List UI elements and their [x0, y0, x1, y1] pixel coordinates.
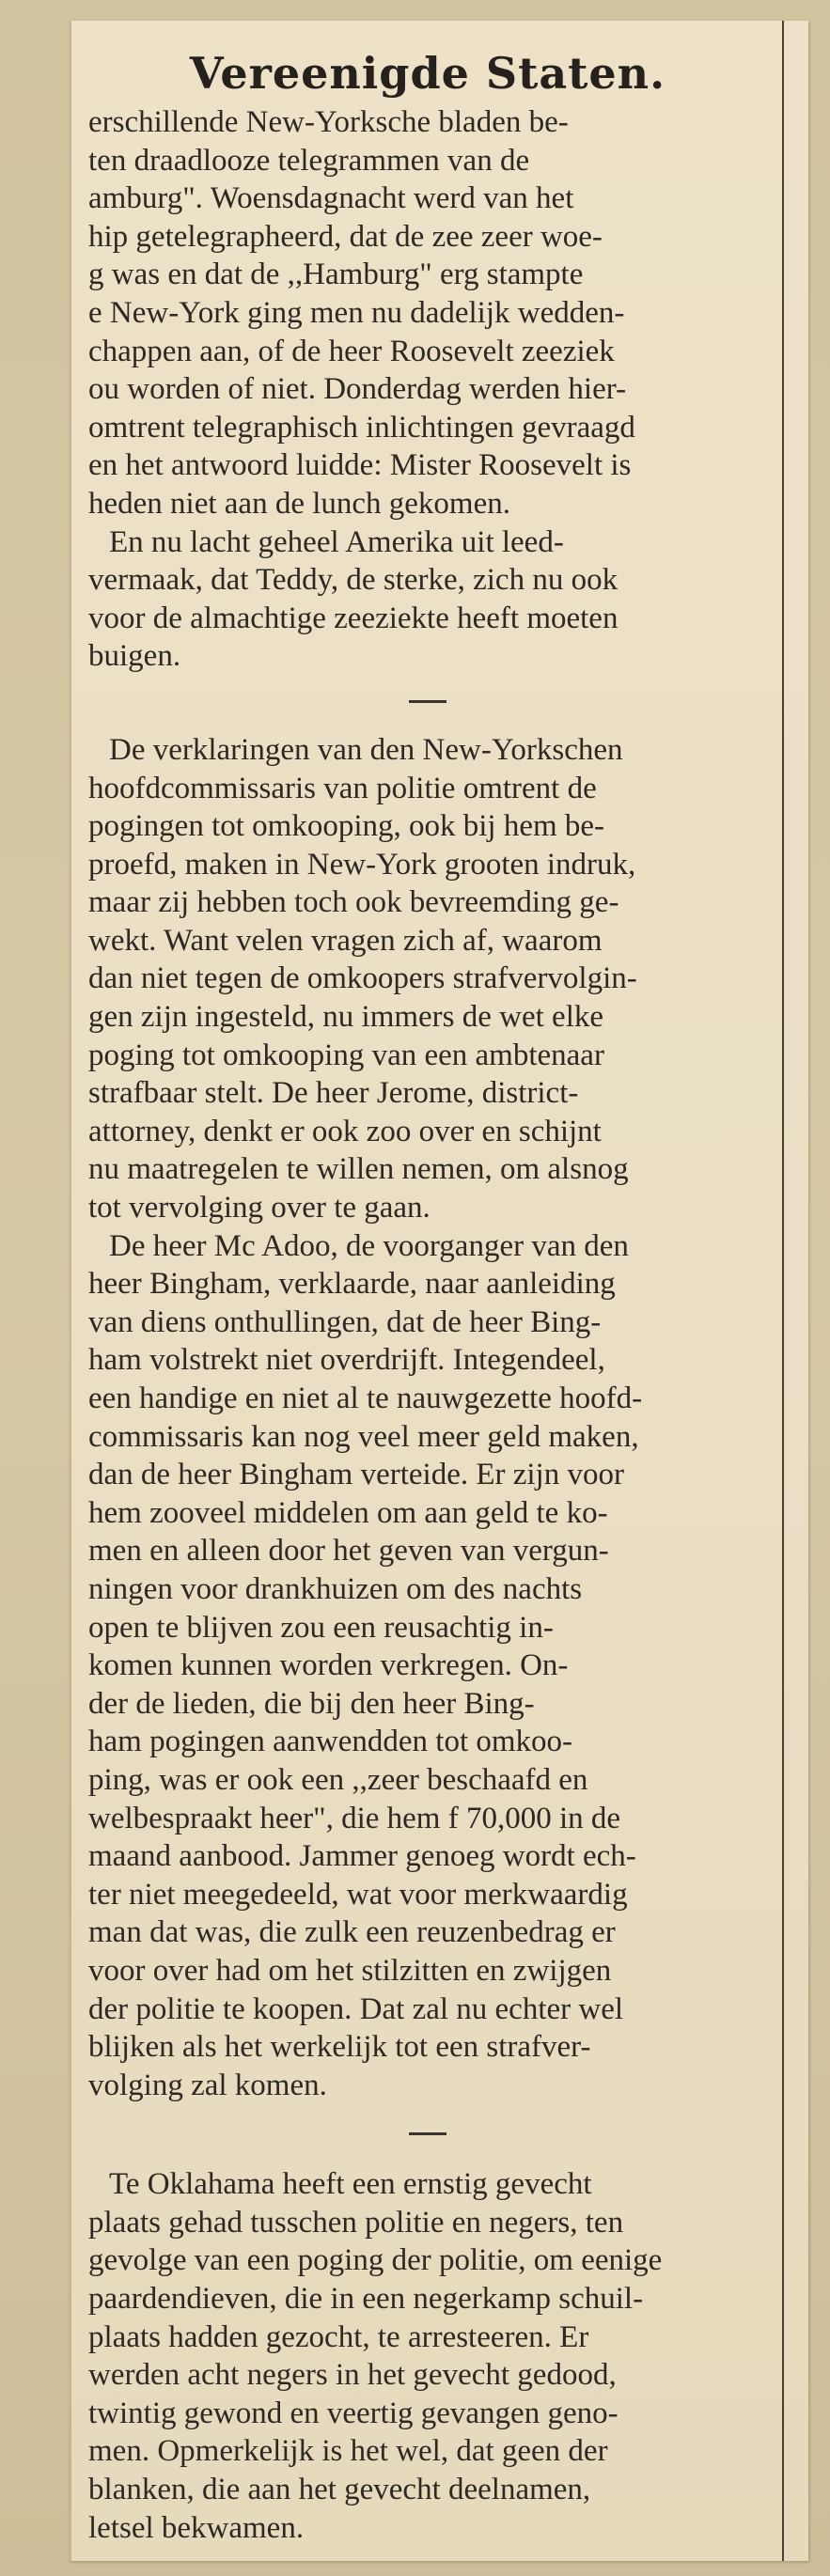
- text-line: der de lieden, die bij den heer Bing-: [88, 1686, 535, 1721]
- text-line: g was en dat de ,,Hamburg" erg stampte: [88, 258, 584, 292]
- column-rule: [782, 21, 784, 2561]
- text-line: blanken, die aan het gevecht deelnamen,: [88, 2473, 591, 2507]
- text-line: tot vervolging over te gaan.: [88, 1191, 431, 1226]
- text-line: e New-York ging men nu dadelijk wedden-: [88, 295, 625, 330]
- text-line: ham pogingen aanwendden tot omkoo-: [88, 1725, 573, 1759]
- text-line: hip getelegrapheerd, dat de zee zeer woe-: [88, 219, 603, 254]
- section-oklahoma: [88, 2165, 767, 2547]
- text-line: erschillende New-Yorksche bladen be-: [88, 105, 569, 139]
- text-line: man dat was, die zulk een reuzenbedrag er: [88, 1915, 616, 1950]
- newspaper-clipping: [70, 21, 808, 2561]
- text-line: voor over had om het stilzitten en zwijgen: [88, 1953, 612, 1988]
- article-title: Vereenigde Staten.: [189, 48, 666, 99]
- text-line: blijken als het werkelijk tot een strafver-: [88, 2030, 591, 2065]
- paragraph: [88, 2165, 767, 2547]
- text-line: gevolge van een poging der politie, om eenige: [88, 2243, 663, 2278]
- text-line: paardendieven, die in een negerkamp schuil-: [88, 2282, 644, 2317]
- text-line: werden acht negers in het gevecht gedood,: [88, 2358, 617, 2393]
- text-line: dan de heer Bingham verteide. Er zijn voor: [88, 1458, 624, 1492]
- text-line: gen zijn ingesteld, nu immers de wet elke: [88, 1000, 604, 1035]
- text-line: hem zooveel middelen om aan geld te ko-: [88, 1495, 608, 1530]
- text-line: strafbaar stelt. De heer Jerome, district-: [88, 1076, 579, 1111]
- text-line: amburg". Woensdagnacht werd van het: [88, 181, 574, 216]
- text-line: wekt. Want velen vragen zich af, waarom: [88, 923, 603, 958]
- text-line: buigen.: [88, 639, 181, 674]
- text-line: pogingen tot omkooping, ook bij hem be-: [88, 809, 605, 844]
- text-line: omtrent telegraphisch inlichtingen gevraagd: [88, 410, 635, 445]
- text-line: plaats hadden gezocht, te arresteeren. Er: [88, 2319, 589, 2354]
- text-line: volging zal komen.: [88, 2068, 327, 2102]
- text-line: ping, was er ook een ,,zeer beschaafd en: [88, 1762, 588, 1797]
- text-line: commissaris kan nog veel meer geld maken,: [88, 1419, 639, 1454]
- section-separator: [409, 700, 446, 703]
- text-line: open te blijven zou een reusachtig in-: [88, 1610, 554, 1645]
- text-line: dan niet tegen de omkoopers strafvervolgin-: [88, 961, 637, 996]
- text-line: De verklaringen van den New-Yorkschen: [109, 732, 623, 767]
- text-line: welbespraakt heer", die hem f 70,000 in de: [88, 1801, 621, 1835]
- text-line: poging tot omkooping van een ambtenaar: [88, 1038, 604, 1072]
- text-line: heden niet aan de lunch gekomen.: [88, 486, 510, 521]
- text-line: men en alleen door het geven van vergun-: [88, 1534, 609, 1569]
- text-line: En nu lacht geheel Amerika uit leed-: [109, 524, 564, 559]
- text-line: maar zij hebben toch ook bevreemding ge-: [88, 885, 619, 920]
- text-line: Te Oklahama heeft een ernstig gevecht: [109, 2167, 592, 2202]
- text-line: ten draadlooze telegrammen van de: [88, 143, 530, 178]
- section-bribery: [88, 731, 767, 2104]
- text-line: vermaak, dat Teddy, de sterke, zich nu ook: [88, 563, 619, 598]
- text-line: plaats gehad tusschen politie en negers, ten: [88, 2205, 624, 2240]
- text-line: twintig gewond en veertig gevangen geno-: [88, 2396, 619, 2430]
- text-line: proefd, maken in New-York grooten indruk,: [88, 847, 636, 882]
- text-line: een handige en niet al te nauwgezette hoofd-: [88, 1382, 643, 1415]
- paragraph: [88, 103, 767, 523]
- text-line: der politie te koopen. Dat zal nu echter wel: [88, 1991, 624, 2026]
- text-line: maand aanbood. Jammer genoeg wordt ech-: [88, 1839, 636, 1874]
- paragraph: [88, 731, 767, 1227]
- text-line: De heer Mc Adoo, de voorganger van den: [109, 1228, 629, 1263]
- text-line: ham volstrekt niet overdrijft. Integendeel,: [88, 1343, 605, 1378]
- text-line: en het antwoord luidde: Mister Roosevelt is: [88, 448, 632, 483]
- text-line: ningen voor drankhuizen om des nachts: [88, 1571, 583, 1606]
- text-line: heer Bingham, verklaarde, naar aanleiding: [88, 1267, 616, 1302]
- text-line: chappen aan, of de heer Roosevelt zeeziek: [88, 334, 615, 368]
- text-line: ter niet meegedeeld, wat voor merkwaardig: [88, 1877, 628, 1912]
- text-line: voor de almachtige zeeziekte heeft moeten: [88, 601, 619, 635]
- text-line: ou worden of niet. Donderdag werden hier-: [88, 372, 627, 407]
- text-line: men. Opmerkelijk is het wel, dat geen der: [88, 2434, 608, 2469]
- text-line: letsel bekwamen.: [88, 2510, 305, 2545]
- text-line: van diens onthullingen, dat de heer Bing-: [88, 1304, 602, 1339]
- text-line: nu maatregelen te willen nemen, om alsnog: [88, 1152, 629, 1187]
- paragraph: [88, 1227, 767, 2105]
- text-line: attorney, denkt er ook zoo over en schijnt: [88, 1114, 602, 1148]
- text-line: hoofdcommissaris van politie omtrent de: [88, 771, 597, 805]
- section-roosevelt: [88, 103, 767, 676]
- text-line: komen kunnen worden verkregen. On-: [88, 1648, 569, 1683]
- article-body: [88, 47, 767, 2547]
- paragraph: [88, 523, 767, 676]
- section-separator: [409, 2132, 446, 2135]
